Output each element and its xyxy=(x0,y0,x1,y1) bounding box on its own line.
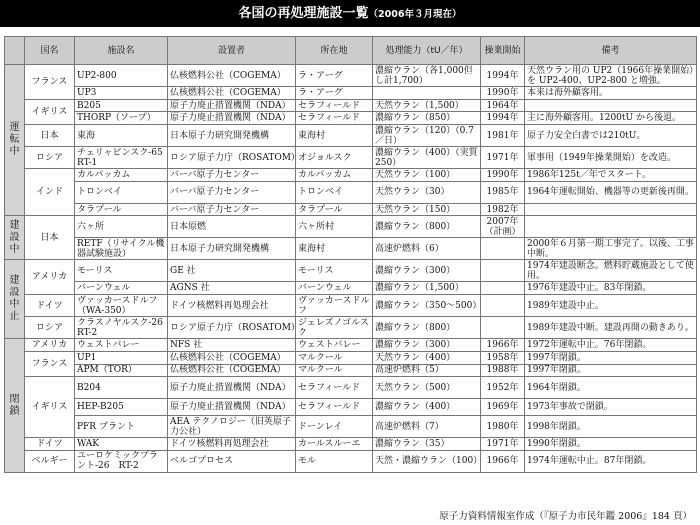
capacity-cell: 濃縮ウラン（350～500） xyxy=(373,295,481,317)
operator-cell: ロシア原子力庁（ROSATOM） xyxy=(168,147,296,169)
country-cell: 日本 xyxy=(25,125,75,147)
capacity-cell: 濃縮ウラン（800） xyxy=(373,216,481,238)
table-row xyxy=(5,203,697,216)
country-cell: フランス xyxy=(25,351,75,376)
location-cell: 六ヶ所村 xyxy=(296,216,373,238)
capacity-cell: 天然ウラン（400） xyxy=(373,351,481,364)
title-text: 各国の再処理施設一覧 xyxy=(238,6,369,21)
start-cell: 1971年 xyxy=(481,147,525,169)
table-row xyxy=(5,351,697,364)
table-row xyxy=(5,99,697,112)
capacity-cell: 天然ウラン（100） xyxy=(373,169,481,182)
facility-cell: APM（TOR） xyxy=(75,364,168,377)
remarks-cell: 1974年運転中止。87年閉鎖。 xyxy=(525,450,697,472)
facility-cell: タラプール xyxy=(75,203,168,216)
facility-cell: UP3 xyxy=(75,87,168,100)
table-row xyxy=(5,147,697,169)
header-location: 所在地 xyxy=(296,37,373,65)
start-cell xyxy=(481,295,525,317)
remarks-cell: 1989年建設中止。 xyxy=(525,295,697,317)
start-cell xyxy=(481,238,525,260)
remarks-cell: 1997年閉鎖。 xyxy=(525,351,697,364)
capacity-cell: 濃縮ウラン（120）（0.7／日） xyxy=(373,125,481,147)
capacity-cell: 濃縮ウラン（400） xyxy=(373,399,481,416)
location-cell: カルパッカム xyxy=(296,169,373,182)
status-closed: 閉鎖 xyxy=(5,339,25,473)
location-cell: マルクール xyxy=(296,351,373,364)
capacity-cell: 天然ウラン（1,500） xyxy=(373,99,481,112)
status-construction: 建設中 xyxy=(5,216,25,260)
capacity-cell: 濃縮ウラン（300） xyxy=(373,339,481,352)
facility-cell: ユーロケミックプラント-26 RT-2 xyxy=(75,450,168,472)
start-cell: 2007年（計画） xyxy=(481,216,525,238)
start-cell xyxy=(481,282,525,295)
capacity-cell: 濃縮ウラン（400）（実質250） xyxy=(373,147,481,169)
country-cell: インド xyxy=(25,169,75,216)
header-remarks: 備考 xyxy=(525,37,697,65)
facility-cell: UP1 xyxy=(75,351,168,364)
country-cell: イギリス xyxy=(25,377,75,438)
operator-cell: バーバ原子力センター xyxy=(168,203,296,216)
remarks-cell xyxy=(525,99,697,112)
table-row xyxy=(5,399,697,416)
country-cell: ドイツ xyxy=(25,438,75,451)
operator-cell: 原子力廃止措置機関（NDA） xyxy=(168,99,296,112)
start-cell: 1990年 xyxy=(481,87,525,100)
start-cell: 1994年 xyxy=(481,65,525,87)
table-row xyxy=(5,438,697,451)
table-row xyxy=(5,317,697,339)
table-row xyxy=(5,450,697,472)
capacity-cell: 高速炉燃料（7） xyxy=(373,416,481,438)
remarks-cell xyxy=(525,203,697,216)
facility-cell: 東海 xyxy=(75,125,168,147)
remarks-cell: 本来は海外顧客用。 xyxy=(525,87,697,100)
remarks-cell: 軍事用（1949年操業開始）を改造。 xyxy=(525,147,697,169)
remarks-cell: 1997年閉鎖。 xyxy=(525,364,697,377)
table-row xyxy=(5,260,697,282)
table-row xyxy=(5,238,697,260)
facility-cell: バーンウェル xyxy=(75,282,168,295)
operator-cell: 原子力廃止措置機関（NDA） xyxy=(168,377,296,399)
table-row xyxy=(5,377,697,399)
table-row xyxy=(5,181,697,203)
page-title xyxy=(0,0,700,27)
capacity-cell: 天然ウラン（30） xyxy=(373,181,481,203)
location-cell: バーンウェル xyxy=(296,282,373,295)
facility-cell: UP2-800 xyxy=(75,65,168,87)
country-cell: ドイツ xyxy=(25,295,75,317)
table-row xyxy=(5,339,697,352)
country-cell: ベルギー xyxy=(25,450,75,472)
capacity-cell: 濃縮ウラン（35） xyxy=(373,438,481,451)
facility-cell: 六ヶ所 xyxy=(75,216,168,238)
facility-cell: ウェストバレー xyxy=(75,339,168,352)
remarks-cell: 天然ウラン用の UP2（1966年操業開始）を UP2-400、UP2-800 と増強。 xyxy=(525,65,697,87)
operator-cell: AEA テクノロジー（旧英原子力公社） xyxy=(168,416,296,438)
facility-cell: クラスノヤルスク-26 RT-2 xyxy=(75,317,168,339)
location-cell: ジェレズノゴルスク xyxy=(296,317,373,339)
header-capacity: 処理能力（tU／年） xyxy=(373,37,481,65)
country-cell: ロシア xyxy=(25,317,75,339)
start-cell: 1990年 xyxy=(481,169,525,182)
facility-table xyxy=(4,36,697,473)
capacity-cell: 高速炉燃料（6） xyxy=(373,238,481,260)
remarks-cell: 1973年事故で閉鎖。 xyxy=(525,399,697,416)
operator-cell: 日本原燃 xyxy=(168,216,296,238)
country-cell: ロシア xyxy=(25,147,75,169)
start-cell: 1952年 xyxy=(481,377,525,399)
facility-cell: B204 xyxy=(75,377,168,399)
operator-cell: バーバ原子力センター xyxy=(168,169,296,182)
remarks-cell: 1972年運転中止。76年閉鎖。 xyxy=(525,339,697,352)
start-cell: 1969年 xyxy=(481,399,525,416)
location-cell: ドーンレイ xyxy=(296,416,373,438)
table-row xyxy=(5,364,697,377)
start-cell: 1966年 xyxy=(481,450,525,472)
facility-cell: RETF（リサイクル機器試験施設） xyxy=(75,238,168,260)
status-suspended: 建設中止 xyxy=(5,260,25,339)
operator-cell: ドイツ核燃料再処理会社 xyxy=(168,295,296,317)
start-cell: 1981年 xyxy=(481,125,525,147)
start-cell: 1964年 xyxy=(481,99,525,112)
location-cell: モル xyxy=(296,450,373,472)
capacity-cell: 天然・濃縮ウラン（100） xyxy=(373,450,481,472)
facility-cell: B205 xyxy=(75,99,168,112)
operator-cell: 仏核燃料公社（COGEMA） xyxy=(168,87,296,100)
capacity-cell: 高速炉燃料（5） xyxy=(373,364,481,377)
operator-cell: NFS 社 xyxy=(168,339,296,352)
remarks-cell: 1974年建設断念。燃料貯蔵施設として使用。 xyxy=(525,260,697,282)
facility-cell: WAK xyxy=(75,438,168,451)
table-row xyxy=(5,65,697,87)
table-row xyxy=(5,112,697,125)
title-date: （2006年３月現在） xyxy=(368,9,462,20)
start-cell: 1982年 xyxy=(481,203,525,216)
table-row xyxy=(5,125,697,147)
operator-cell: ドイツ核燃料再処理会社 xyxy=(168,438,296,451)
table-row xyxy=(5,216,697,238)
header-facility: 施設名 xyxy=(75,37,168,65)
start-cell: 1971年 xyxy=(481,438,525,451)
operator-cell: バーバ原子力センター xyxy=(168,181,296,203)
operator-cell: 仏核燃料公社（COGEMA） xyxy=(168,364,296,377)
table-row xyxy=(5,169,697,182)
start-cell: 1966年 xyxy=(481,339,525,352)
operator-cell: 原子力廃止措置機関（NDA） xyxy=(168,399,296,416)
facility-cell: ヴァッカースドルフ（WA-350） xyxy=(75,295,168,317)
location-cell: モーリス xyxy=(296,260,373,282)
facility-cell: PFR プラント xyxy=(75,416,168,438)
table-row xyxy=(5,295,697,317)
country-cell: イギリス xyxy=(25,99,75,124)
operator-cell: 仏核燃料公社（COGEMA） xyxy=(168,351,296,364)
facility-cell: モーリス xyxy=(75,260,168,282)
capacity-cell xyxy=(373,87,481,100)
location-cell: トロンベイ xyxy=(296,181,373,203)
capacity-cell: 濃縮ウラン（300） xyxy=(373,260,481,282)
remarks-cell: 1989年建設中断。建設再開の動きあり。 xyxy=(525,317,697,339)
remarks-cell: 2000年６月第一期工事完了。以後、工事中断。 xyxy=(525,238,697,260)
location-cell: 東海村 xyxy=(296,125,373,147)
capacity-cell: 濃縮ウラン（各1,000但し計1,700） xyxy=(373,65,481,87)
facility-cell: トロンベイ xyxy=(75,181,168,203)
operator-cell: AGNS 社 xyxy=(168,282,296,295)
facility-cell: カルパッカム xyxy=(75,169,168,182)
location-cell: 東海村 xyxy=(296,238,373,260)
remarks-cell: 主に海外顧客用。1200tU から後退。 xyxy=(525,112,697,125)
header-start: 操業開始 xyxy=(481,37,525,65)
operator-cell: 日本原子力研究開発機構 xyxy=(168,125,296,147)
facility-cell: THORP（ソープ） xyxy=(75,112,168,125)
header-status xyxy=(5,37,25,65)
location-cell: セラフィールド xyxy=(296,377,373,399)
header-operator: 設置者 xyxy=(168,37,296,65)
capacity-cell: 天然ウラン（500） xyxy=(373,377,481,399)
capacity-cell: 天然ウラン（150） xyxy=(373,203,481,216)
header-row xyxy=(5,37,697,65)
operator-cell: ベルゴプロセス xyxy=(168,450,296,472)
header-country: 国名 xyxy=(25,37,75,65)
location-cell: マルクール xyxy=(296,364,373,377)
start-cell xyxy=(481,260,525,282)
location-cell: カールスルーエ xyxy=(296,438,373,451)
country-cell: アメリカ xyxy=(25,260,75,295)
operator-cell: 仏核燃料公社（COGEMA） xyxy=(168,65,296,87)
remarks-cell: 1990年閉鎖。 xyxy=(525,438,697,451)
operator-cell: GE 社 xyxy=(168,260,296,282)
location-cell: セラフィールド xyxy=(296,99,373,112)
start-cell: 1980年 xyxy=(481,416,525,438)
start-cell: 1985年 xyxy=(481,181,525,203)
start-cell xyxy=(481,317,525,339)
location-cell: ラ・アーグ xyxy=(296,65,373,87)
remarks-cell: 1976年建設中止。83年閉鎖。 xyxy=(525,282,697,295)
start-cell: 1994年 xyxy=(481,112,525,125)
location-cell: タラプール xyxy=(296,203,373,216)
table-row xyxy=(5,282,697,295)
source-credit: 原子力資料情報室作成（『原子力市民年鑑 2006』184 頁） xyxy=(439,511,692,522)
status-operating: 運転中 xyxy=(5,65,25,216)
table-row xyxy=(5,87,697,100)
operator-cell: 原子力廃止措置機関（NDA） xyxy=(168,112,296,125)
location-cell: オジョルスク xyxy=(296,147,373,169)
remarks-cell: 原子力安全白書では210tU。 xyxy=(525,125,697,147)
location-cell: ウェストバレー xyxy=(296,339,373,352)
remarks-cell: 1986年125t／年でスタート。 xyxy=(525,169,697,182)
start-cell: 1988年 xyxy=(481,364,525,377)
capacity-cell: 濃縮ウラン（800） xyxy=(373,317,481,339)
table-row xyxy=(5,416,697,438)
start-cell: 1958年 xyxy=(481,351,525,364)
facility-cell: チェリャビンスク-65 RT-1 xyxy=(75,147,168,169)
location-cell: セラフィールド xyxy=(296,112,373,125)
remarks-cell xyxy=(525,216,697,238)
capacity-cell: 濃縮ウラン（1,500） xyxy=(373,282,481,295)
country-cell: アメリカ xyxy=(25,339,75,352)
location-cell: セラフィールド xyxy=(296,399,373,416)
capacity-cell: 濃縮ウラン（850） xyxy=(373,112,481,125)
country-cell: フランス xyxy=(25,65,75,100)
location-cell: ラ・アーグ xyxy=(296,87,373,100)
operator-cell: ロシア原子力庁（ROSATOM） xyxy=(168,317,296,339)
location-cell: ヴァッカースドルフ xyxy=(296,295,373,317)
remarks-cell: 1998年閉鎖。 xyxy=(525,416,697,438)
remarks-cell: 1964年閉鎖。 xyxy=(525,377,697,399)
country-cell: 日本 xyxy=(25,216,75,260)
remarks-cell: 1964年運転開始、機器等の更新後再開。 xyxy=(525,181,697,203)
facility-cell: HEP-B205 xyxy=(75,399,168,416)
operator-cell: 日本原子力研究開発機構 xyxy=(168,238,296,260)
